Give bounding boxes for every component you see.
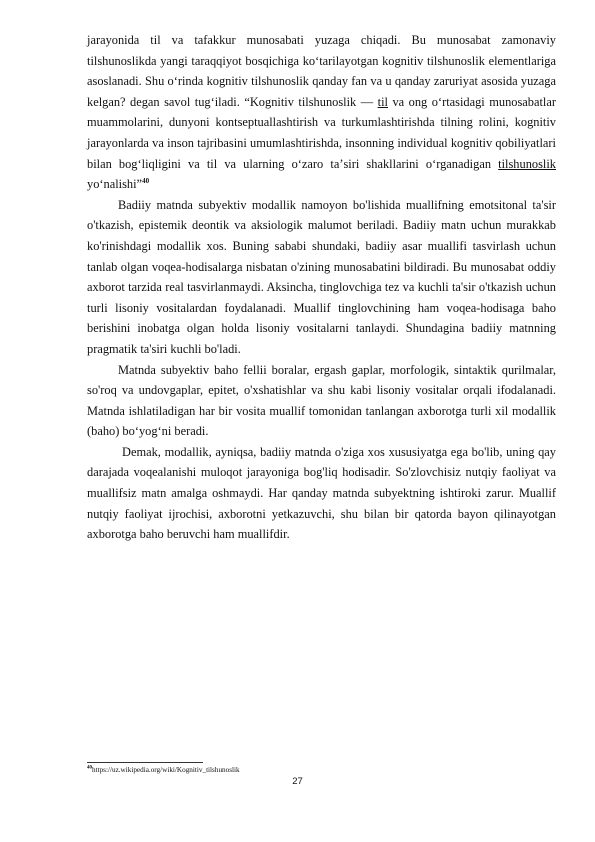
footnote-url[interactable]: https://uz.wikipedia.org/wiki/Kognitiv_tilshunoslik (92, 766, 240, 774)
paragraph-4: Demak, modallik, ayniqsa, badiiy matnda o'ziga xos xususiyatga ega bo'lib, uning qay darajada voqealanishi muloqot jarayoniga bog'liq hodisadir. So'zlovchisiz nutqiy faoliyat va muallifsiz matn amalga oshmaydi. Har qanday matnda subyektning ishtiroki zarur. Muallif nutqiy faoliyat ijrochisi, axborotni yetkazuvchi, shu bilan bir qatorda bayon qilinayotgan axborotga baho beruvchi ham muallifdir. (87, 444, 556, 542)
paragraph-3: Matnda subyektiv baho fellii boralar, ergash gaplar, morfologik, sintaktik qurilmalar, so'roq va undovgaplar, epitet, o'xshatishlar va shu kabi lisoniy vositalar orqali ifodalanadi. Matnda ishlatiladigan har bir vosita muallif tomonidan tanlangan axborotga turli xil modallik (baho) boʻyogʻni beradi. (87, 362, 556, 439)
footnote-reference[interactable]: 40 (142, 177, 150, 186)
paragraph-1-text-b: va ong oʻrtasidagi munosabatlar muammolarini, dunyoni kontseptuallashtirish va turkumlashtirishda tilning rolini, kognitiv jarayonlarda va inson tajribasini umumlashtirishda, insonning individual kognitiv qobiliyatlari bilan bogʻliqligini va til va ularning oʻzaro taʼsiri shakllarini oʻrganadigan (87, 94, 556, 171)
link-tilshunoslik[interactable]: tilshunoslik (498, 156, 556, 171)
paragraph-1 (87, 30, 556, 195)
body-text (87, 30, 556, 545)
paragraph-2: Badiiy matnda subyektiv modallik namoyon bo'lishida muallifning emotsitonal ta'sir o'tkazish, epistemik deontik va aksiologik malumot beriladi. Badiiy matn uchun murakkab ko'rinishdagi modallik xos. Buning sababi shundaki, badiiy asar muallifi tasvirlash uchun tanlab olgan voqea-hodisalarga nisbatan o'zining munosabatini bildiradi. Bu munosabat oddiy axborot tarzida real tasvirlanmaydi. Aksincha, tinglovchiga tez va kuchli ta'sir o'tkazish uchun turli lisoniy vositalardan foydalanadi. Muallif tinglovchining ham voqea-hodisaga baho berishini inobatga olgan holda lisoniy vositalarni tanlaydi. Shundagina badiiy matnning pragmatik ta'siri kuchli bo'ladi. (87, 197, 556, 356)
link-til[interactable]: til (377, 94, 388, 109)
paragraph-1-text-a: jarayonida til va tafakkur munosabati yuzaga chiqadi. Bu munosabat zamonaviy tilshunoslikda yangi taraqqiyot bosqichiga koʻtarilayotgan kognitiv tilshunoslik elementlariga asoslanadi. Shu oʻrinda kognitiv tilshunoslik qanday fan va u qanday zaruriyat asosida yuzaga kelgan? degan savol tugʻiladi. “Kognitiv tilshunoslik — (87, 33, 556, 109)
footnote-divider (87, 762, 203, 763)
footnote (87, 766, 557, 774)
footnote-number: 40 (87, 765, 92, 771)
page-number: 27 (292, 776, 303, 787)
paragraph-1-text-c: yoʻnalishi” (87, 177, 143, 192)
